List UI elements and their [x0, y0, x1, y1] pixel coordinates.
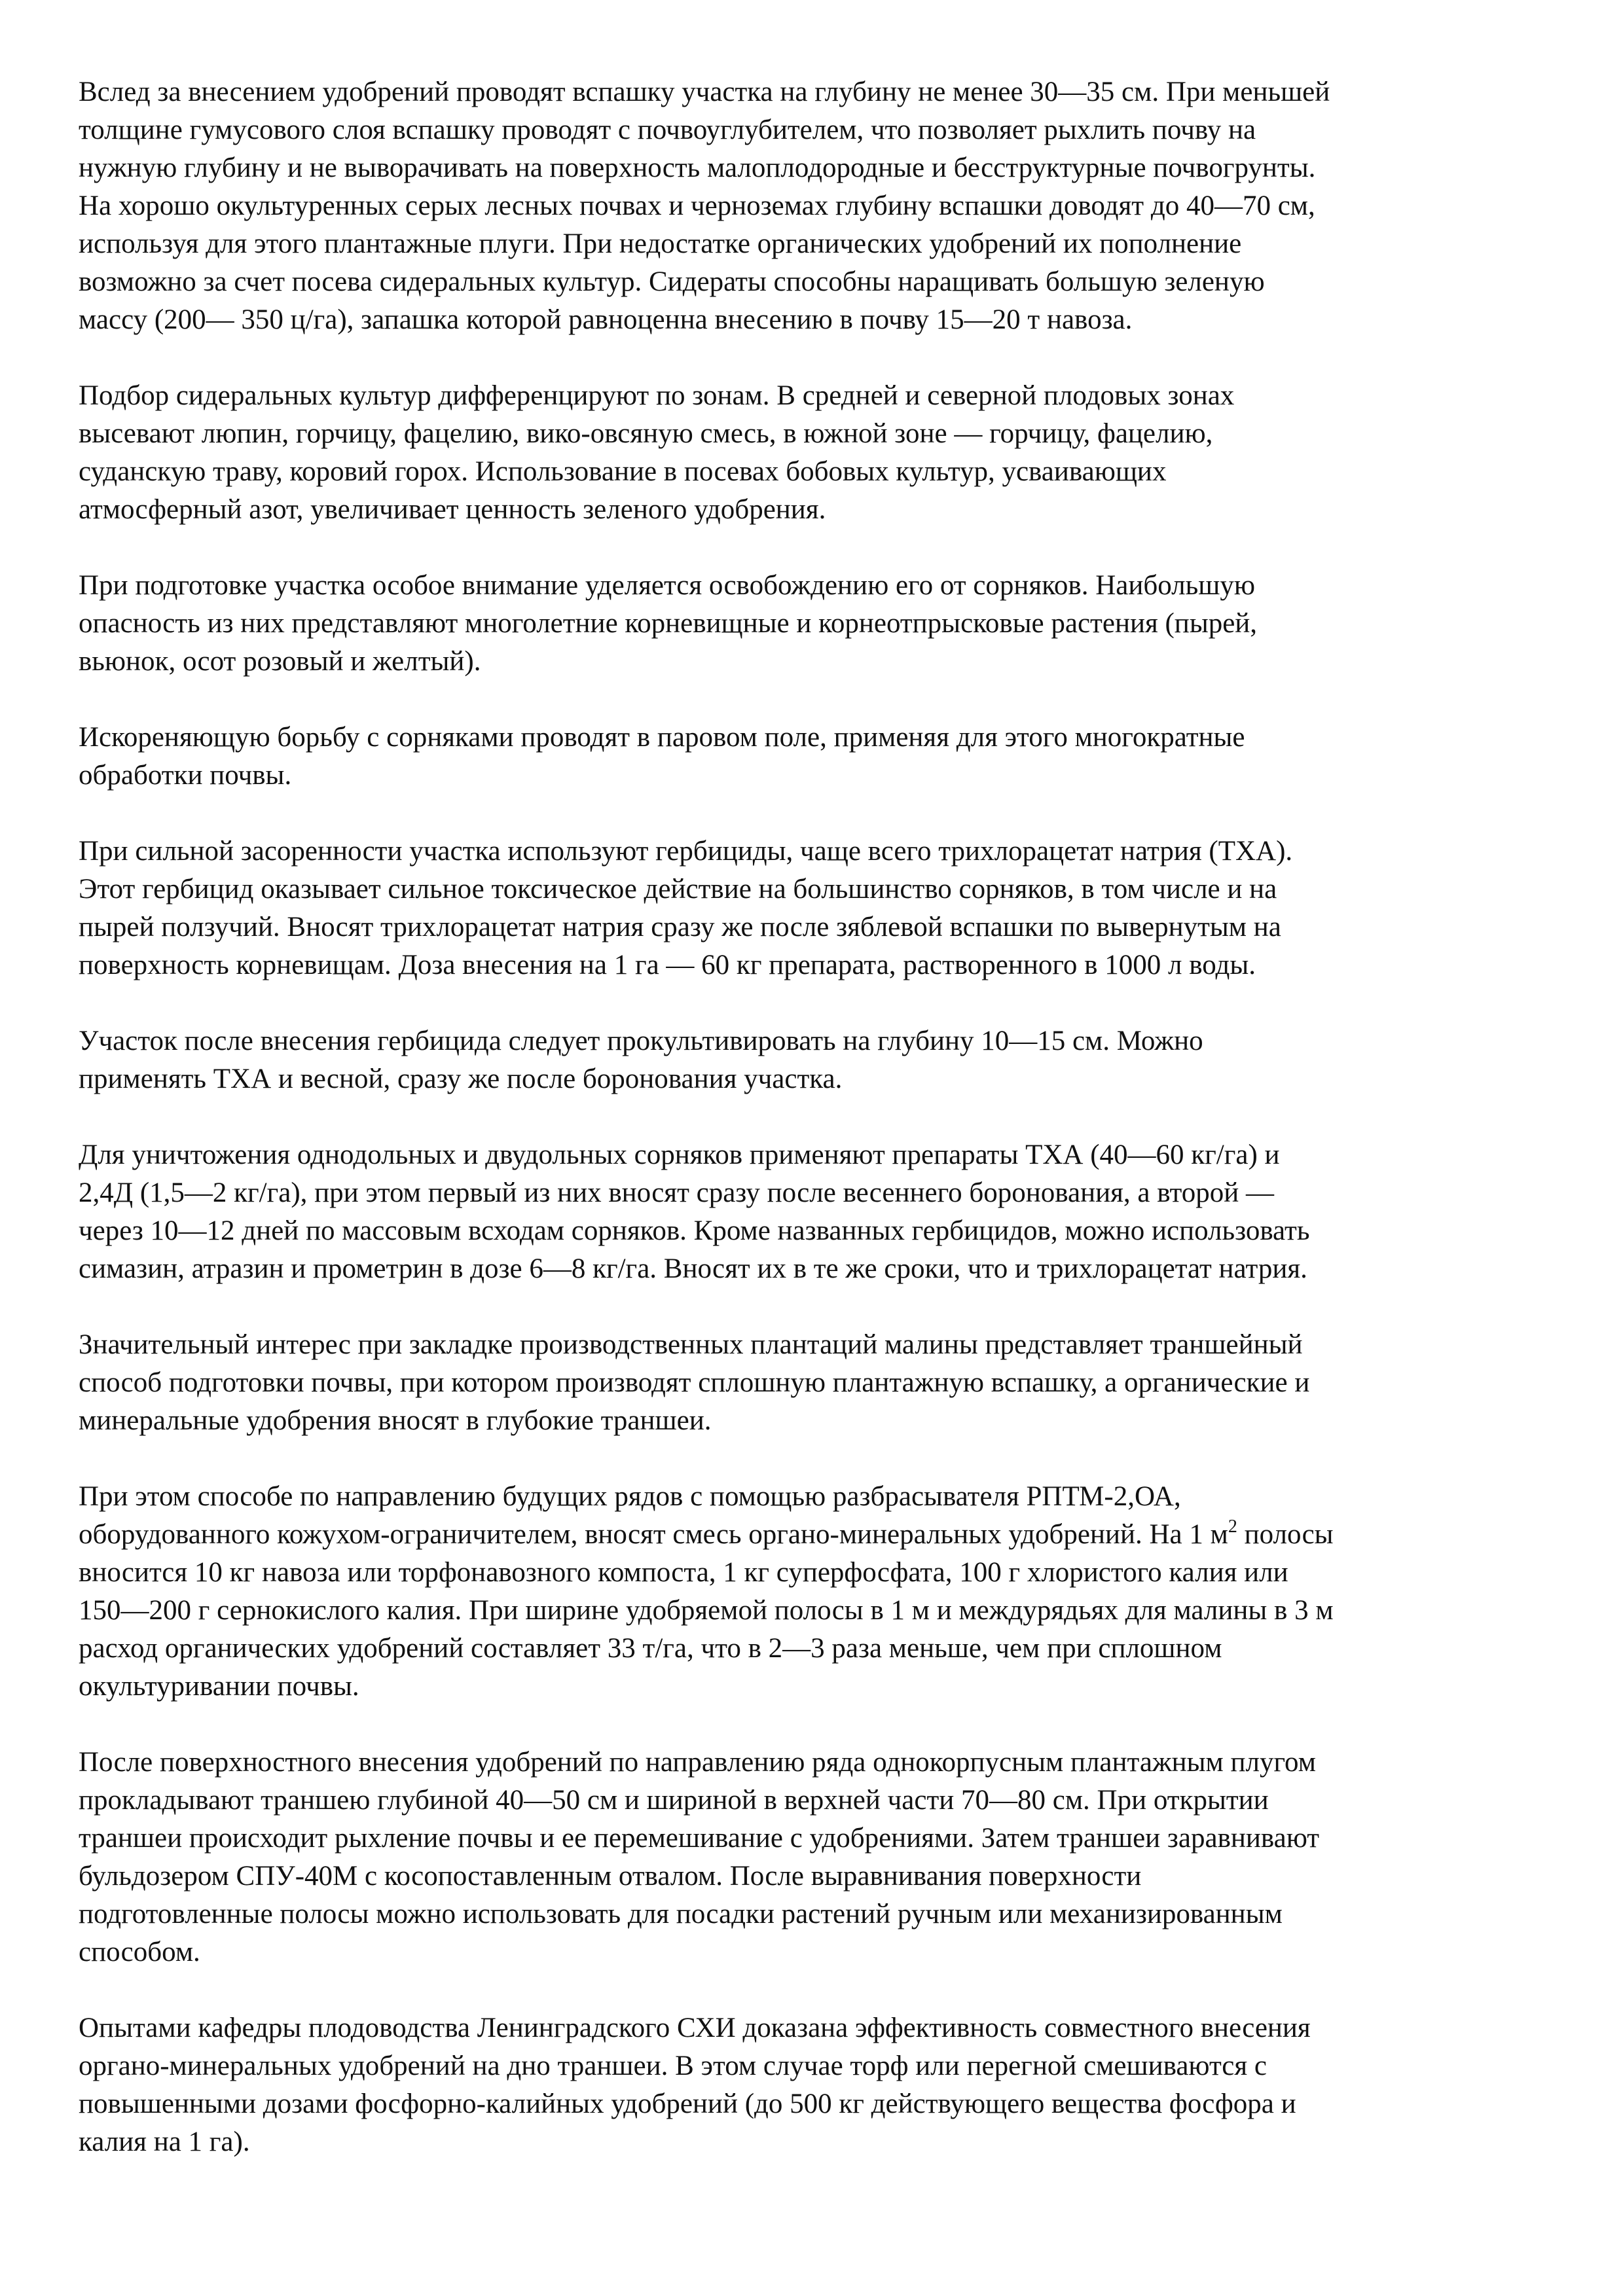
- text-line: При сильной засоренности участка используют гербициды, чаще всего трихлорацетат натрия (ТХА).: [79, 836, 1293, 867]
- text-line: суданскую траву, коровий горох. Использование в посевах бобовых культур, усваивающих: [79, 456, 1167, 487]
- text-line: обработки почвы.: [79, 760, 292, 791]
- text-segment: полосы: [1237, 1519, 1334, 1550]
- paragraph-fallow: [79, 719, 1545, 795]
- text-line: окультуривании почвы.: [79, 1671, 359, 1702]
- text-line: пырей ползучий. Вносят трихлорацетат натрия сразу же после зяблевой вспашки по вывернутым на: [79, 912, 1281, 942]
- paragraph-trench-plowing: [79, 1744, 1545, 1971]
- text-line: способ подготовки почвы, при котором производят сплошную плантажную вспашку, а органические и: [79, 1367, 1310, 1398]
- paragraph-spreader: [79, 1478, 1545, 1706]
- text-line: толщине гумусового слоя вспашку проводят с почвоуглубителем, что позволяет рыхлить почву на: [79, 115, 1256, 145]
- text-line: Этот гербицид оказывает сильное токсическое действие на большинство сорняков, в том числе и на: [79, 874, 1277, 905]
- text-line: Участок после внесения гербицида следует прокультивировать на глубину 10—15 см. Можно: [79, 1026, 1203, 1056]
- text-line: органо-минеральных удобрений на дно траншеи. В этом случае торф или перегной смешиваются с: [79, 2051, 1267, 2081]
- paragraph-weeds: [79, 567, 1545, 681]
- text-line: возможно за счет посева сидеральных культур. Сидераты способны наращивать большую зеленую: [79, 266, 1265, 297]
- text-line: через 10—12 дней по массовым всходам сорняков. Кроме названных гербицидов, можно использовать: [79, 1215, 1310, 1246]
- text-line: Подбор сидеральных культур дифференцируют по зонам. В средней и северной плодовых зонах: [79, 380, 1235, 411]
- text-line: Для уничтожения однодольных и двудольных сорняков применяют препараты ТХА (40—60 кг/га) и: [79, 1139, 1280, 1170]
- paragraph-cultivation: [79, 1022, 1545, 1098]
- text-line: повышенными дозами фосфорно-калийных удобрений (до 500 кг действующего вещества фосфора и: [79, 2089, 1296, 2119]
- text-line: минеральные удобрения вносят в глубокие траншеи.: [79, 1405, 712, 1436]
- text-line: массу (200— 350 ц/га), запашка которой равноценна внесению в почву 15—20 т навоза.: [79, 304, 1133, 335]
- text-line: На хорошо окультуренных серых лесных почвах и черноземах глубину вспашки доводят до 40—70 см,: [79, 190, 1315, 221]
- text-line: [79, 1516, 1545, 1554]
- text-line: При этом способе по направлению будущих рядов с помощью разбрасывателя РПТМ-2,ОА,: [79, 1481, 1181, 1512]
- text-line: траншеи происходит рыхление почвы и ее перемешивание с удобрениями. Затем траншеи заравнивают: [79, 1823, 1320, 1854]
- document-page: [79, 73, 1545, 2161]
- text-line: подготовленные полосы можно использовать для посадки растений ручным или механизированным: [79, 1899, 1283, 1929]
- text-line: вьюнок, осот розовый и желтый).: [79, 646, 481, 677]
- text-line: 150—200 г сернокислого калия. При ширине удобряемой полосы в 1 м и междурядьях для малины в 3 м: [79, 1595, 1334, 1626]
- superscript: 2: [1228, 1516, 1237, 1537]
- paragraph-plowing: [79, 73, 1545, 339]
- text-line: применять ТХА и весной, сразу же после боронования участка.: [79, 1064, 843, 1094]
- text-line: способом.: [79, 1937, 200, 1967]
- text-line: поверхность корневищам. Доза внесения на 1 га — 60 кг препарата, растворенного в 1000 л воды.: [79, 950, 1256, 980]
- text-line: После поверхностного внесения удобрений по направлению ряда однокорпусным плантажным плугом: [79, 1747, 1316, 1778]
- text-line: Искореняющую борьбу с сорняками проводят в паровом поле, применяя для этого многократные: [79, 722, 1245, 753]
- text-line: симазин, атразин и прометрин в дозе 6—8 кг/га. Вносят их в те же сроки, что и трихлорацетат натрия.: [79, 1253, 1307, 1284]
- text-line: вносится 10 кг навоза или торфонавозного компоста, 1 кг суперфосфата, 100 г хлористого калия или: [79, 1557, 1288, 1588]
- paragraph-herbicides: [79, 833, 1545, 984]
- text-line: высевают люпин, горчицу, фацелию, вико-овсяную смесь, в южной зоне — горчицу, фацелию,: [79, 418, 1213, 449]
- text-line: Значительный интерес при закладке производственных плантаций малины представляет траншейный: [79, 1329, 1303, 1360]
- text-segment: оборудованного кожухом-ограничителем, вносят смесь органо-минеральных удобрений. На 1 м: [79, 1519, 1228, 1550]
- paragraph-herbicide-doses: [79, 1136, 1545, 1288]
- text-line: Вслед за внесением удобрений проводят вспашку участка на глубину не менее 30—35 см. При меньшей: [79, 77, 1330, 107]
- text-line: нужную глубину и не выворачивать на поверхность малоплодородные и бесструктурные почвогрунты.: [79, 152, 1316, 183]
- text-line: атмосферный азот, увеличивает ценность зеленого удобрения.: [79, 494, 826, 525]
- text-line: бульдозером СПУ-40М с косопоставленным отвалом. После выравнивания поверхности: [79, 1861, 1142, 1892]
- text-line: прокладывают траншею глубиной 40—50 см и шириной в верхней части 70—80 см. При открытии: [79, 1785, 1269, 1816]
- text-line: калия на 1 га).: [79, 2126, 250, 2157]
- paragraph-trench-method: [79, 1326, 1545, 1440]
- paragraph-green-manure: [79, 377, 1545, 529]
- paragraph-experiments: [79, 2009, 1545, 2161]
- text-line: расход органических удобрений составляет 33 т/га, что в 2—3 раза меньше, чем при сплошном: [79, 1633, 1222, 1664]
- text-line: используя для этого плантажные плуги. При недостатке органических удобрений их пополнение: [79, 228, 1242, 259]
- text-line: При подготовке участка особое внимание уделяется освобождению его от сорняков. Наибольшую: [79, 570, 1255, 601]
- text-line: 2,4Д (1,5—2 кг/га), при этом первый из них вносят сразу после весеннего боронования, а второй —: [79, 1177, 1274, 1208]
- text-line: Опытами кафедры плодоводства Ленинградского СХИ доказана эффективность совместного внесения: [79, 2013, 1311, 2043]
- text-line: опасность из них представляют многолетние корневищные и корнеотпрысковые растения (пырей,: [79, 608, 1258, 639]
